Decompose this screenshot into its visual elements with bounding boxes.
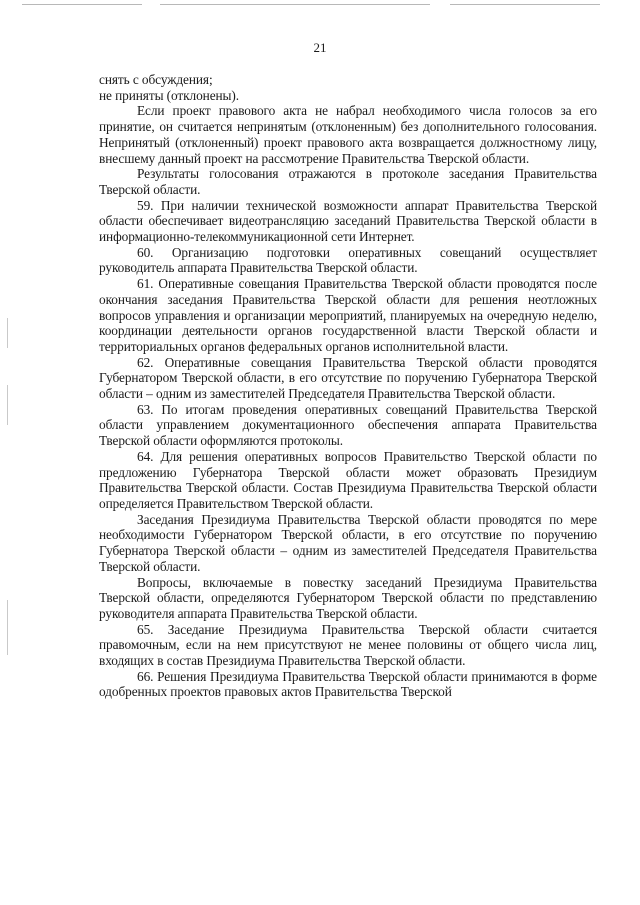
scan-margin-mark — [7, 318, 8, 348]
scan-margin-mark — [7, 600, 8, 655]
paragraph: снять с обсуждения; — [99, 72, 213, 87]
paragraph: 60. Организацию подготовки оперативных совещаний осуществляет руководитель аппарата Правительства Тверской области. — [99, 244, 597, 276]
scan-edge-line — [160, 4, 430, 5]
paragraph: 61. Оперативные совещания Правительства Тверской области проводятся после окончания заседания Правительства Тверской области для решения неотложных вопросов управления и организации мероприятий, планируемых на очередную неделю, координации деятельности органов государственной власти Тверской области и территориальных органов федеральных органов исполнительной власти. — [99, 276, 597, 354]
scan-margin-mark — [7, 385, 8, 425]
document-body — [99, 72, 597, 700]
paragraph: 64. Для решения оперативных вопросов Правительство Тверской области по предложению Губернатора Тверской области может образовать Президиум Правительства Тверской области. Состав Президиума Правительства Тверской области определяется Правительством Тверской области. — [99, 448, 597, 511]
paragraph: Если проект правового акта не набрал необходимого числа голосов за его принятие, он считается непринятым (отклоненным) без дополнительного голосования. Непринятый (отклоненный) проект правового акта возвращается должностному лицу, внесшему данный проект на рассмотрение Правительства Тверской области. — [99, 103, 597, 166]
paragraph: 66. Решения Президиума Правительства Тверской области принимаются в форме одобренных проектов правовых актов Правительства Тверской — [99, 668, 597, 700]
paragraph: 63. По итогам проведения оперативных совещаний Правительства Тверской области управлением документационного обеспечения аппарата Правительства Тверской области оформляются протоколы. — [99, 401, 597, 449]
paragraph: не приняты (отклонены). — [99, 87, 239, 103]
paragraph: Заседания Президиума Правительства Тверской области проводятся по мере необходимости Губернатором Тверской области, в его отсутствие по поручению Губернатора Тверской области – одним из заместителей Председателя Правительства Тверской области. — [99, 511, 597, 574]
page-number: 21 — [313, 40, 327, 55]
paragraph: 65. Заседание Президиума Правительства Тверской области считается правомочным, если на нем присутствуют не менее половины от общего числа лиц, входящих в состав Президиума Правительства Тверской области. — [99, 621, 597, 669]
scan-edge-line — [450, 4, 600, 5]
paragraph: Вопросы, включаемые в повестку заседаний Президиума Правительства Тверской области, определяются Губернатором Тверской области по представлению руководителя аппарата Правительства Тверской области. — [99, 574, 597, 621]
paragraph: Результаты голосования отражаются в протоколе заседания Правительства Тверской области. — [99, 166, 597, 197]
paragraph: 59. При наличии технической возможности аппарат Правительства Тверской области обеспечивает видеотрансляцию заседаний Правительства Тверской области в информационно-телекоммуникационной сети Интернет. — [99, 197, 597, 245]
paragraph: 62. Оперативные совещания Правительства Тверской области проводятся Губернатором Тверской области, в его отсутствие по поручению Губернатора Тверской области – одним из заместителей Председателя Правительства Тверской области. — [99, 354, 597, 402]
scan-edge-line — [22, 4, 142, 5]
